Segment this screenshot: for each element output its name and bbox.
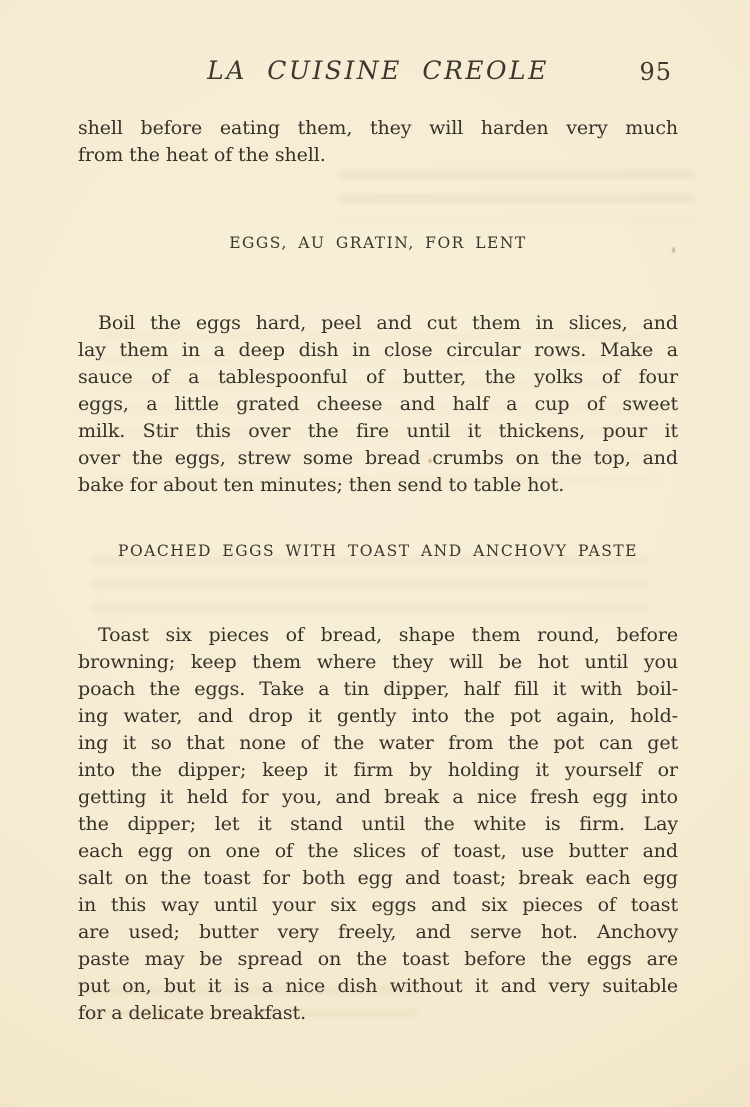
text-line: eggs, a little grated cheese and half a cup of sweet xyxy=(78,393,678,415)
text-line: ing it so that none of the water from the pot can get xyxy=(78,732,678,754)
continuation-paragraph xyxy=(78,115,678,169)
text-line: Toast six pieces of bread, shape them round, before xyxy=(98,624,678,646)
text-line: are used; butter very freely, and serve hot. Anchovy xyxy=(78,921,678,943)
text-line: getting it held for you, and break a nice fresh egg into xyxy=(78,786,678,808)
page-number: 95 xyxy=(639,58,672,86)
recipe-heading-poached-eggs: POACHED EGGS WITH TOAST AND ANCHOVY PASTE xyxy=(118,542,638,560)
text-line: paste may be spread on the toast before the eggs are xyxy=(78,948,678,970)
text-line: salt on the toast for both egg and toast; break each egg xyxy=(78,867,678,889)
text-line: from the heat of the shell. xyxy=(78,144,326,166)
recipe-heading-eggs-au-gratin: EGGS, AU GRATIN, FOR LENT xyxy=(229,234,527,252)
text-line: in this way until your six eggs and six pieces of toast xyxy=(78,894,678,916)
text-line: poach the eggs. Take a tin dipper, half fill it with boil- xyxy=(78,678,678,700)
text-line: over the eggs, strew some bread crumbs on the top, and xyxy=(78,447,678,469)
text-line: into the dipper; keep it firm by holding it yourself or xyxy=(78,759,678,781)
text-line: put on, but it is a nice dish without it and very suitable xyxy=(78,975,678,997)
text-line: milk. Stir this over the fire until it thickens, pour it xyxy=(78,420,678,442)
page-showthrough xyxy=(340,170,696,220)
recipe-paragraph-poached-eggs xyxy=(78,622,678,1027)
running-title: LA CUISINE CREOLE xyxy=(207,56,549,85)
text-line: each egg on one of the slices of toast, use butter and xyxy=(78,840,678,862)
page-showthrough xyxy=(92,556,648,622)
text-line: the dipper; let it stand until the white is firm. Lay xyxy=(78,813,678,835)
recipe-paragraph-eggs-au-gratin xyxy=(78,310,678,499)
text-line: browning; keep them where they will be hot until you xyxy=(78,651,678,673)
text-line: bake for about ten minutes; then send to table hot. xyxy=(78,474,565,496)
text-line: shell before eating them, they will harden very much xyxy=(78,117,678,139)
text-line: lay them in a deep dish in close circular rows. Make a xyxy=(78,339,678,361)
text-line: for a delicate breakfast. xyxy=(78,1002,307,1024)
text-line: sauce of a tablespoonful of butter, the yolks of four xyxy=(78,366,678,388)
text-line: Boil the eggs hard, peel and cut them in slices, and xyxy=(98,312,678,334)
text-line: ing water, and drop it gently into the pot again, hold- xyxy=(78,705,678,727)
